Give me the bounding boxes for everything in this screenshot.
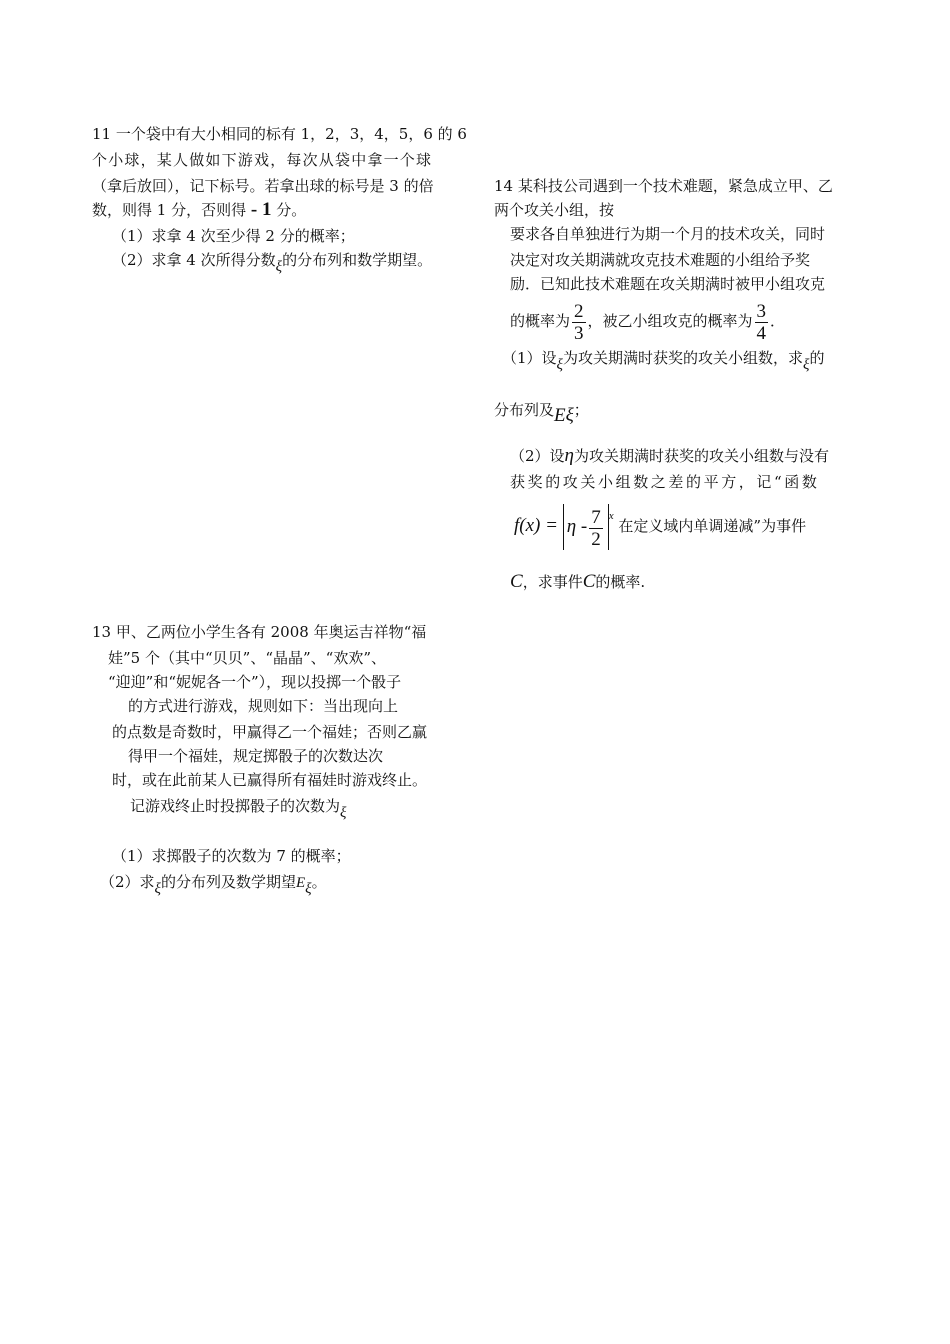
q14-eta-minus: η -	[566, 516, 588, 537]
q14-event-c-1: C	[510, 571, 523, 592]
q14-event-c-2: C	[582, 571, 596, 592]
q11-line-4-end: 分。	[276, 201, 307, 219]
q13-part-1: （1）求掷骰子的次数为 7 的概率；	[112, 847, 351, 865]
q13-line-7: 时，或在此前某人已赢得所有福娃时游戏终止。	[112, 771, 428, 789]
q14-absolute-value	[563, 504, 609, 550]
q14-part-1-prefix: （1）设	[502, 349, 557, 367]
q14-event-text: ，求事件	[522, 573, 583, 591]
q13-line-8	[130, 796, 347, 821]
q11-xi: ξ	[275, 259, 283, 275]
q14-event-line	[510, 572, 645, 592]
q13-line-6: 得甲一个福娃，规定掷骰子的次数达次	[128, 747, 384, 765]
q11-part-2-end: 的分布列和数学期望。	[282, 251, 433, 269]
q13-line-4: 的方式进行游戏，规则如下：当出现向上	[128, 697, 399, 715]
q14-part-1-cont	[494, 400, 589, 426]
q13-part-2	[100, 872, 327, 897]
q11-part-2	[112, 250, 433, 275]
q14-xi-1: ξ	[556, 357, 563, 373]
q11-part-2-text: （2）求拿 4 次所得分数	[112, 251, 276, 269]
q14-part-2-prefix: （2）设	[510, 447, 565, 465]
q14-line-2: 两个攻关小组，按	[494, 201, 615, 219]
q14-part-1-end: 的	[809, 349, 825, 367]
q14-line-1: 14 某科技公司遇到一个技术难题，紧急成立甲、乙	[494, 177, 833, 195]
q14-line-6-text: 的概率为	[510, 312, 571, 330]
q11-line-2: 个小球，某人做如下游戏，每次从袋中拿一个球	[92, 151, 433, 169]
q14-expectation: Eξ	[554, 405, 574, 426]
q11-line-3: （拿后放回），记下标号。若拿出球的标号是 3 的倍	[92, 177, 434, 195]
fraction-three-quarters: $\frac{3}{4}$	[756, 300, 767, 344]
q14-part-2-text: 为攻关期满时获奖的攻关小组数与没有	[573, 447, 829, 465]
q14-part-1	[502, 348, 825, 373]
q14-event-end: 的概率.	[595, 573, 646, 591]
fraction-seven-halves: $\frac{7}{2}$	[591, 506, 601, 550]
fraction-two-thirds: $\frac{2}{3}$	[574, 300, 584, 344]
q14-part-1-text: 为攻关期满时获奖的攻关小组数，求	[562, 349, 803, 367]
q11-line-4-text: 数，则得 1 分，否则得	[92, 201, 247, 219]
q14-function-line	[514, 500, 806, 552]
q13-line-5: 的点数是奇数时，甲赢得乙一个福娃；否则乙赢	[112, 723, 428, 741]
q14-eta: η	[564, 445, 574, 466]
q11-part-1: （1）求拿 4 次至少得 2 分的概率；	[112, 227, 355, 245]
q13-xi-3: ξ	[305, 881, 312, 897]
q13-part-2-prefix: （2）求	[100, 873, 155, 891]
q14-distribution-text: 分布列及	[494, 401, 555, 419]
q14-line-6-mid: ，被乙小组攻克的概率为	[587, 312, 753, 330]
q14-line-6	[510, 296, 785, 346]
q11-line-1: 11 一个袋中有大小相同的标有 1，2，3，4，5，6 的 6	[92, 125, 467, 143]
q13-line-2: 娃”5 个（其中“贝贝”、“晶晶”、“欢欢”、	[108, 649, 386, 667]
q11-minus-one: - 1	[250, 199, 272, 220]
q13-xi-2: ξ	[154, 881, 161, 897]
q14-line-5: 励．已知此技术难题在攻关期满时被甲小组攻克	[510, 275, 826, 293]
q13-line-8-text: 记游戏终止时投掷骰子的次数为	[130, 797, 341, 815]
q14-part-2-line-2: 获奖的攻关小组数之差的平方，记“函数	[510, 473, 820, 491]
q14-line-3: 要求各自单独进行为期一个月的技术攻关，同时	[510, 225, 826, 243]
q14-xi-2: ξ	[803, 357, 810, 373]
q14-semicolon: ；	[573, 401, 589, 419]
q13-part-2-end: 。	[311, 873, 327, 891]
q14-part-2	[510, 446, 829, 466]
q14-function-text: 在定义域内单调递减”为事件	[618, 517, 807, 535]
q13-expectation-e: E	[296, 875, 306, 891]
q11-line-4	[92, 200, 306, 220]
q13-line-1: 13 甲、乙两位小学生各有 2008 年奥运吉祥物“福	[92, 623, 427, 641]
q14-function-fx: f(x) =	[514, 515, 558, 536]
q13-line-3: “迎迎”和“妮妮各一个”），现以投掷一个骰子	[108, 673, 402, 691]
q14-exponent-x: x	[608, 510, 614, 522]
q13-part-2-text: 的分布列及数学期望	[160, 873, 296, 891]
q13-xi-1: ξ	[340, 805, 347, 821]
q14-line-6-end: ．	[770, 312, 786, 330]
q14-line-4: 决定对攻关期满就攻克技术难题的小组给予奖	[510, 251, 811, 269]
